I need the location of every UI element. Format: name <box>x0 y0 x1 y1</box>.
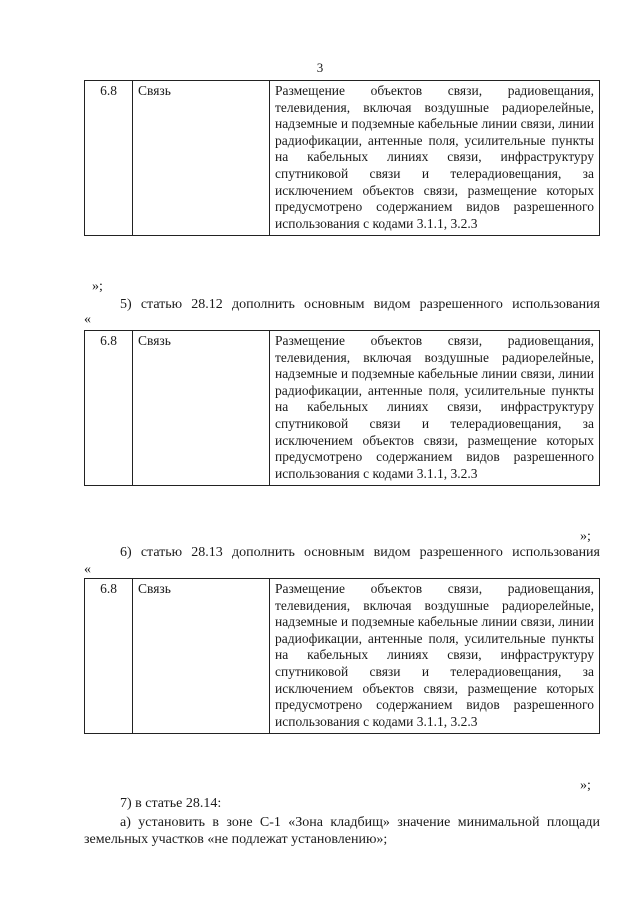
opening-quote: « <box>84 312 91 327</box>
land-use-table-3 <box>84 578 600 734</box>
table-row <box>85 579 600 734</box>
land-use-table-1 <box>84 80 600 236</box>
table-row <box>85 331 600 486</box>
land-use-table-2 <box>84 330 600 486</box>
code-cell: 6.8 <box>85 331 133 486</box>
page-number: 3 <box>316 60 324 75</box>
name-cell: Связь <box>133 81 270 236</box>
description-cell: Размещение объектов связи, радиовещания, телевидения, включая воздушные радиорелейные, надземные и подземные кабельные линии связи, линии радиофикации, антенные поля, усилительные пункты на кабельных линиях связи, инфраструктуру спутниковой связи и телерадиовещания, за исключением объектов связи, размещение которых предусмотрено содержанием видов разрешенного использования с кодами 3.1.1, 3.2.3 <box>270 81 600 236</box>
amendment-item-7: 7) в статье 28.14: <box>120 796 222 811</box>
closing-quote: »; <box>580 778 591 793</box>
table-row <box>85 81 600 236</box>
name-cell: Связь <box>133 331 270 486</box>
closing-quote: »; <box>580 529 591 544</box>
description-cell: Размещение объектов связи, радиовещания, телевидения, включая воздушные радиорелейные, надземные и подземные кабельные линии связи, линии радиофикации, антенные поля, усилительные пункты на кабельных линиях связи, инфраструктуру спутниковой связи и телерадиовещания, за исключением объектов связи, размещение которых предусмотрено содержанием видов разрешенного использования с кодами 3.1.1, 3.2.3 <box>270 579 600 734</box>
description-cell: Размещение объектов связи, радиовещания, телевидения, включая воздушные радиорелейные, надземные и подземные кабельные линии связи, линии радиофикации, антенные поля, усилительные пункты на кабельных линиях связи, инфраструктуру спутниковой связи и телерадиовещания, за исключением объектов связи, размещение которых предусмотрено содержанием видов разрешенного использования с кодами 3.1.1, 3.2.3 <box>270 331 600 486</box>
closing-quote: »; <box>92 279 103 294</box>
amendment-item-7a: а) установить в зоне С-1 «Зона кладбищ» значение минимальной площади земельных участков «не подлежат установлению»; <box>84 815 600 847</box>
code-cell: 6.8 <box>85 81 133 236</box>
amendment-item-5: 5) статью 28.12 дополнить основным видом разрешенного использования <box>120 297 600 312</box>
name-cell: Связь <box>133 579 270 734</box>
opening-quote: « <box>84 562 91 577</box>
amendment-item-6: 6) статью 28.13 дополнить основным видом разрешенного использования <box>120 545 600 560</box>
code-cell: 6.8 <box>85 579 133 734</box>
